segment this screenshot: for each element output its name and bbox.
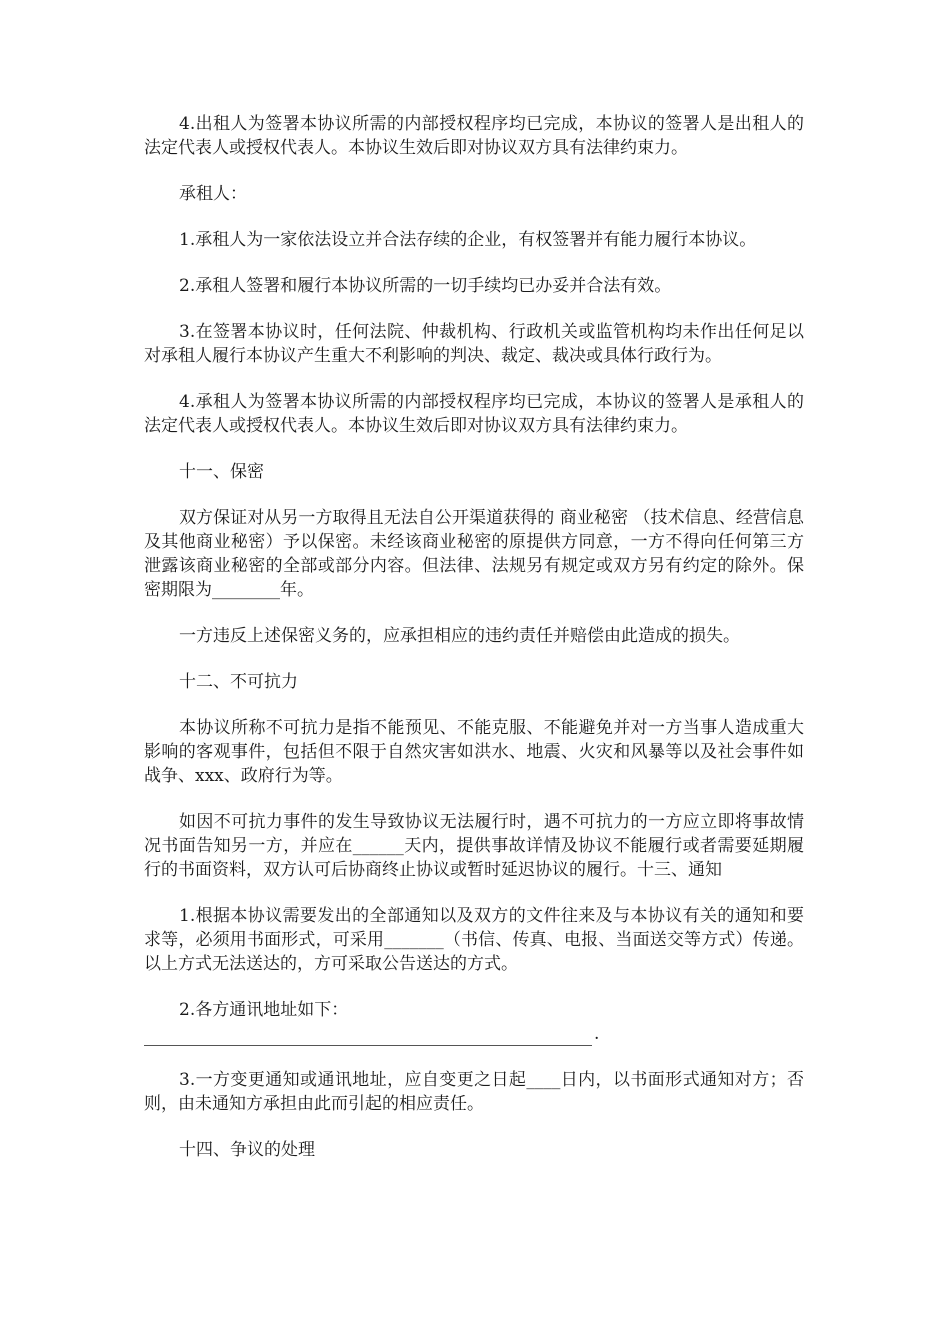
force-majeure-notice: 如因不可抗力事件的发生导致协议无法履行时，遇不可抗力的一方应立即将事故情况书面告知另一方，并应在______天内，提供事故详情及协议不能履行或者需要延期履行的书面资料，双方认可后协商终止协议或暂时延迟协议的履行。十三、通知	[144, 812, 804, 880]
confidentiality-breach-clause: 一方违反上述保密义务的，应承担相应的违约责任并赔偿由此造成的损失。	[179, 626, 740, 646]
lessee-clause-3: 3.在签署本协议时，任何法院、仲裁机构、行政机关或监管机构均未作出任何足以对承租人履行本协议产生重大不利影响的判决、裁定、裁决或具体行政行为。	[144, 322, 804, 366]
address-line-end: .	[594, 1024, 600, 1044]
lessee-clause-4: 4.承租人为签署本协议所需的内部授权程序均已完成，本协议的签署人是承租人的法定代表人或授权代表人。本协议生效后即对协议双方具有法律约束力。	[144, 392, 804, 436]
force-majeure-definition: 本协议所称不可抗力是指不能预见、不能克服、不能避免并对一方当事人造成重大影响的客观事件，包括但不限于自然灾害如洪水、地震、火灾和风暴等以及社会事件如战争、xxx、政府行为等。	[144, 718, 804, 786]
notice-clause-2: 2.各方通讯地址如下：	[179, 1000, 349, 1020]
lessee-clause-1: 1.承租人为一家依法设立并合法存续的企业，有权签署并有能力履行本协议。	[179, 230, 757, 250]
section-12-heading: 十二、不可抗力	[179, 672, 298, 692]
notice-clause-3: 3.一方变更通知或通讯地址，应自变更之日起____日内，以书面形式通知对方；否则，由未通知方承担由此而引起的相应责任。	[144, 1070, 804, 1114]
document-page	[144, 112, 804, 1184]
address-underline	[144, 1031, 592, 1046]
lessee-heading: 承租人：	[179, 184, 247, 204]
lessee-clause-2: 2.承租人签署和履行本协议所需的一切手续均已办妥并合法有效。	[179, 276, 672, 296]
lessor-authorization-clause: 4.出租人为签署本协议所需的内部授权程序均已完成，本协议的签署人是出租人的法定代表人或授权代表人。本协议生效后即对协议双方具有法律约束力。	[144, 114, 804, 158]
section-11-heading: 十一、保密	[179, 462, 264, 482]
notice-clause-1: 1.根据本协议需要发出的全部通知以及双方的文件往来及与本协议有关的通知和要求等，必须用书面形式，可采用_______（书信、传真、电报、当面送交等方式）传递。以上方式无法送达的，方可采取公告送达的方式。	[144, 906, 804, 974]
section-14-heading: 十四、争议的处理	[179, 1140, 315, 1160]
address-blank-line	[144, 1022, 804, 1046]
confidentiality-clause: 双方保证对从另一方取得且无法自公开渠道获得的 商业秘密 （技术信息、经营信息及其他商业秘密）予以保密。未经该商业秘密的原提供方同意，一方不得向任何第三方泄露该商业秘密的全部或部分内容。但法律、法规另有规定或双方另有约定的除外。保密期限为________年。	[144, 508, 804, 600]
